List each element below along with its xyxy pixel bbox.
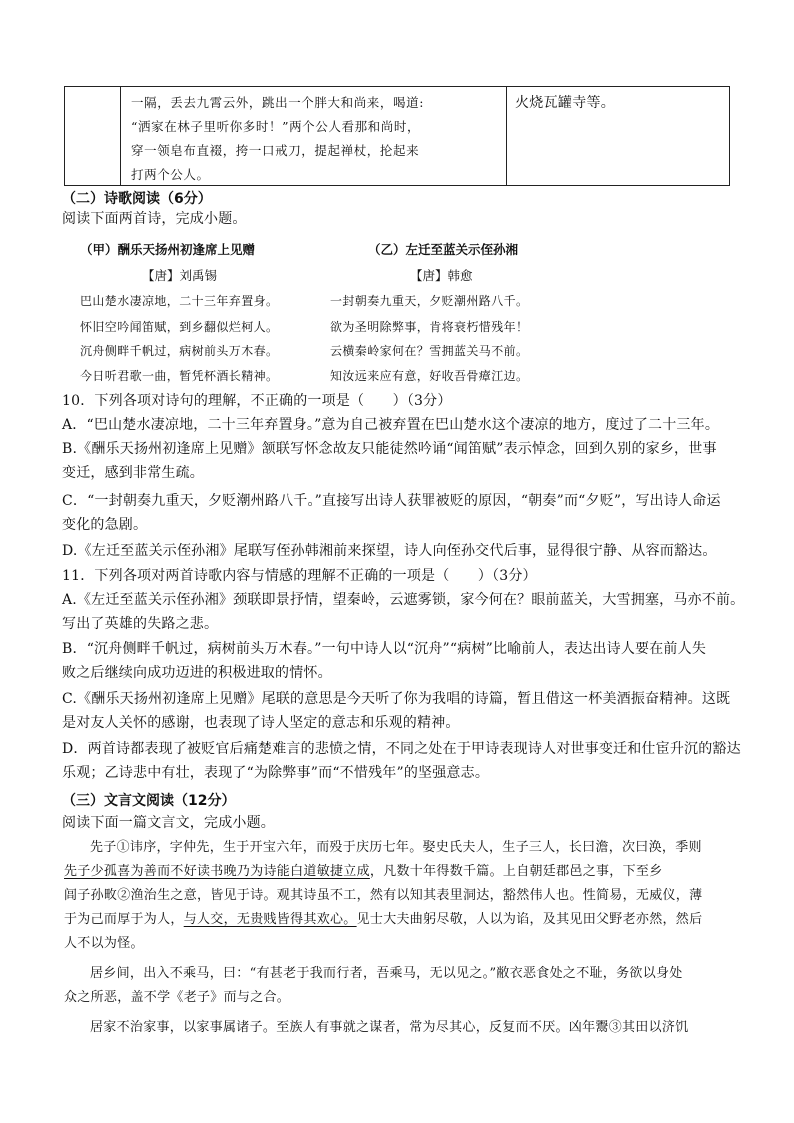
poem-b-title: （乙）左迁至蓝关示侄孙湘 bbox=[368, 242, 519, 257]
underlined-sentence: 先子少孤喜为善而不好读书晚乃为诗能白道敏捷立成 bbox=[64, 864, 370, 879]
question-11-stem: 11．下列各项对两首诗歌内容与情感的理解不正确的一项是（ ）（3分） bbox=[62, 568, 537, 584]
underlined-sentence: 与人交，无贵贱皆得其欢心。 bbox=[183, 912, 357, 927]
poem-a-line: 巴山楚水凄凉地，二十三年弃置身。 bbox=[80, 294, 279, 308]
question-11-option: 乐观；乙诗悲中有壮，表现了“为除弊事”而“不惜残年”的坚强意志。 bbox=[62, 765, 490, 781]
passage-line: 人不以为怪。 bbox=[64, 936, 144, 951]
question-10-option: D.《左迁至蓝关示侄孙湘》尾联写侄孙韩湘前来探望，诗人向侄孙交代后事，显得很宁静、从容而豁达。 bbox=[62, 543, 717, 559]
question-10-option: 变迁，感到非常生疏。 bbox=[62, 465, 204, 481]
passage-line: 先子①讳序，字仲先，生于开宝六年，而殁于庆历七年。娶史氏夫人，生子三人，长曰澹，次曰涣，季则 bbox=[90, 840, 702, 855]
passage-text: 于为己而厚于为人， bbox=[64, 912, 184, 927]
poem-b-line: 知汝远来应有意，好收吾骨瘴江边。 bbox=[330, 369, 529, 383]
question-10-option: 变化的急剧。 bbox=[62, 517, 148, 533]
question-10-option: B.《酬乐天扬州初逢席上见赠》颔联写怀念故友只能徒然吟诵“闻笛赋”表示悼念，回到久别的家乡，世事 bbox=[62, 441, 717, 457]
passage-line: 众之所恶，盖不学《老子》而与之合。 bbox=[64, 990, 291, 1005]
poem-b-author: 【唐】韩愈 bbox=[410, 268, 473, 283]
section-title-classical: （三）文言文阅读（12分） bbox=[62, 793, 236, 809]
poem-a-title: （甲）酬乐天扬州初逢席上见赠 bbox=[80, 242, 256, 257]
question-11-option: C.《酬乐天扬州初逢席上见赠》尾联的意思是今天听了你为我唱的诗篇，暂且借这一杯美酒振奋精神。这既 bbox=[62, 691, 731, 707]
question-11-option: B．“沉舟侧畔千帆过，病树前头万木春。”一句中诗人以“沉舟”“病树”比喻前人，表达出诗人要在前人失 bbox=[62, 641, 707, 657]
section-instruction: 阅读下面两首诗，完成小题。 bbox=[62, 211, 247, 227]
passage-line bbox=[64, 908, 734, 932]
poem-a-author: 【唐】刘禹锡 bbox=[142, 268, 218, 283]
question-10-option: A．“巴山楚水凄凉地，二十三年弃置身。”意为自己被弃置在巴山楚水这个凄凉的地方，度过了二十三年。 bbox=[62, 417, 720, 433]
question-10-option: C．“一封朝奏九重天，夕贬潮州路八千。”直接写出诗人获罪被贬的原因，“朝奏”而“夕贬”，写出诗人命运 bbox=[62, 493, 721, 509]
passage-line: 闾子孙畋②渔治生之意，皆见于诗。观其诗虽不工，然有以知其表里洞达，豁然伟人也。性简易，无威仪，薄 bbox=[64, 888, 703, 903]
question-11-option: 写出了英雄的失路之悲。 bbox=[62, 616, 219, 632]
passage-line: 居乡间，出入不乘马，曰：“有甚老于我而行者，吾乘马，无以见之。”敝衣恶食处之不耻，务欲以身处 bbox=[90, 966, 683, 981]
table-text-line: 打两个公人。 bbox=[131, 167, 210, 182]
section-instruction: 阅读下面一篇文言文，完成小题。 bbox=[62, 815, 275, 831]
table-cell-text bbox=[121, 87, 507, 185]
section-title-poetry: （二）诗歌阅读（6分） bbox=[62, 191, 212, 207]
table-cell-note bbox=[507, 87, 729, 185]
passage-line: 居家不治家事，以家事属诸子。至族人有事就之谋者，常为尽其心，反复而不厌。凶年鬻③其田以济饥 bbox=[90, 1020, 689, 1035]
table-note-line: 火烧瓦罐寺等。 bbox=[515, 95, 616, 111]
table-text-line: “洒家在林子里听你多时！”两个公人看那和尚时， bbox=[131, 119, 421, 134]
poem-b-line: 云横秦岭家何在？雪拥蓝关马不前。 bbox=[330, 344, 529, 358]
passage-text: 见士大夫曲躬尽敬，人以为谄，及其见田父野老亦然，然后 bbox=[356, 912, 703, 927]
poem-a-line: 沉舟侧畔千帆过，病树前头万木春。 bbox=[80, 344, 279, 358]
question-10-stem: 10．下列各项对诗句的理解，不正确的一项是（ ）（3分） bbox=[62, 393, 452, 409]
question-11-option: D．两首诗都表现了被贬官后痛楚难言的悲愤之情，不同之处在于甲诗表现诗人对世事变迁和仕宦升沉的豁达 bbox=[62, 741, 741, 757]
content-table bbox=[64, 86, 730, 186]
question-11-option: A.《左迁至蓝关示侄孙湘》颈联即景抒情，望秦岭，云遮雾锁，家今何在？眼前蓝关，大雪拥塞，马亦不前。 bbox=[62, 592, 745, 608]
question-11-option: 败之后继续向成功迈进的积极进取的情怀。 bbox=[62, 665, 332, 681]
passage-text: ，凡数十年得数千篇。上自朝廷郡邑之事，下至乡 bbox=[369, 864, 663, 879]
poem-a-line: 今日听君歌一曲，暂凭杯酒长精神。 bbox=[80, 369, 279, 383]
poem-b-line: 一封朝奏九重天，夕贬潮州路八千。 bbox=[330, 294, 529, 308]
classical-passage bbox=[64, 836, 734, 1040]
passage-line bbox=[64, 860, 734, 884]
table-cell-empty bbox=[65, 87, 121, 185]
table-text-line: 穿一领皂布直裰，挎一口戒刀，提起禅杖，抡起来 bbox=[131, 143, 420, 158]
poem-a-line: 怀旧空吟闻笛赋，到乡翻似烂柯人。 bbox=[80, 320, 279, 334]
poem-b-line: 欲为圣明除弊事，肯将衰朽惜残年！ bbox=[330, 320, 529, 334]
table-text-line: 一隔，丢去九霄云外，跳出一个胖大和尚来，喝道: bbox=[131, 95, 425, 110]
question-11-option: 是对友人关怀的感谢，也表现了诗人坚定的意志和乐观的精神。 bbox=[62, 715, 460, 731]
